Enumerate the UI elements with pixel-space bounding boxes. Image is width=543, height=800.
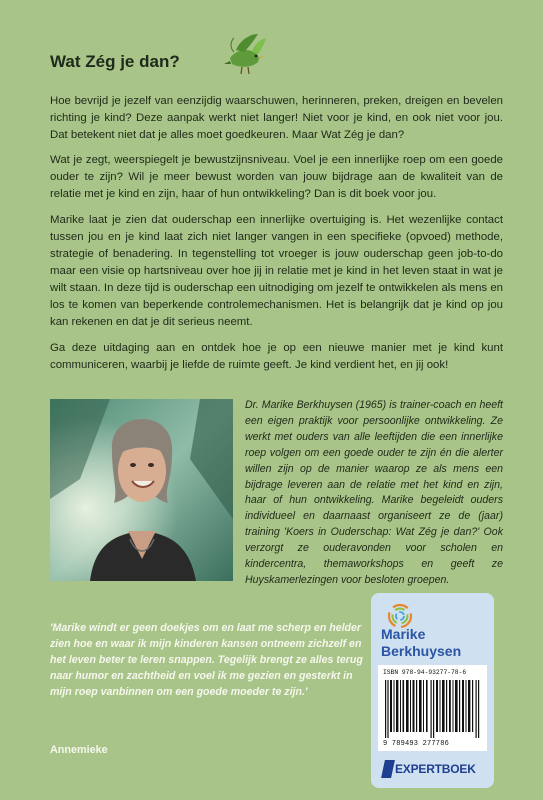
author-photo [50,399,233,581]
parenting-paragraph: Marike laat je zien dat ouderschap een innerlijke overtuiging is. Het wezenlijke contact tussen jou en je kind laat zich niet langer vangen in een specifieke (opvoed) methode, strategie of benadering. In tegenstelling tot vroeger is jouw ouderschap geen job-to-do maar een visie op hartsniveau over hoe jij in relatie met je kind in het leven staat in wat je wilt staan. In deze tijd is ouderschap een uitnodiging om jezelf te ontwikkelen als mens en los te komen van beperkende controlemechanismen. Het is belangrijk dat je kind op jou kan rekenen en dat je dit serieus neemt. [50,214,503,328]
intro-paragraph: Hoe bevrijd je jezelf van eenzijdig waarschuwen, herinneren, preken, dreigen en bevelen richting je kind? Deze aanpak werkt niet langer! Niet voor je kind, en ook niet voor jou. Dat betekent niet dat je alles moet goedkeuren. Maar Wat Zég je dan? [50,95,503,141]
author-bio: Dr. Marike Berkhuysen (1965) is trainer-coach en heeft een eigen praktijk voor persoonlijke ontwikkeling. Ze werkt met ouders van alle leeftijden die een innerlijke roep volgen om een goede ouder te zijn én die alerter willen zijn op de manier waarop ze als mens een bijdrage leveren aan de relatie met het kind en zijn, haar of hun ontwikkeling. Marike begeleidt ouders individueel en daarnaast organiseert ze de (jaar) training 'Koers in Ouderschap: Wat Zég je dan?' Ook verzorgt ze ouderavonden voor scholen en kindercentra, themaworkshops en geeft ze Huyskamerlezingen voor besloten groepen. [245,399,503,586]
brand-card [371,593,494,788]
isbn-block [378,665,487,751]
testimonial-author: Annemieke [50,744,108,756]
publisher-name: EXPERTBOEK [395,762,476,776]
consciousness-paragraph: Wat je zegt, weerspiegelt je bewustzijnsniveau. Voel je een innerlijke roep om een goede ouder te zijn? Wil je meer bewust worden van jouw bijdrage aan de kwaliteit van de relatie met je kind en zijn, haar of hun ontwikkeling? Dan is dit boek voor jou. [50,154,503,200]
publisher-logo [383,759,483,779]
brand-last-name: Berkhuysen [381,643,462,659]
page-title: Wat Zég je dan? [50,52,180,71]
testimonial-quote: 'Marike windt er geen doekjes om en laat me scherp en helder zien hoe en waar ik mijn kinderen kansen ontneem zichzelf en het leven beter te leren snappen. Tegelijk brengt ze alles terug naar humor en zachtheid en voel ik me gezien en gesterkt in mijn roep vanbinnen om een goede moeder te zijn.' [50,622,363,698]
bird-illustration [222,28,274,80]
isbn-label: ISBN 978-94-93277-78-6 [383,669,467,676]
publisher-mark-icon [381,760,395,778]
challenge-paragraph: Ga deze uitdaging aan en ontdek hoe je op een nieuwe manier met je kind kunt communiceren, waarbij je liefde de ruimte geeft. Je kind verdient het, en jij ook! [50,342,503,371]
barcode-number: 9 789493 277786 [383,740,450,748]
barcode [383,680,482,738]
brand-first-name: Marike [381,626,426,642]
